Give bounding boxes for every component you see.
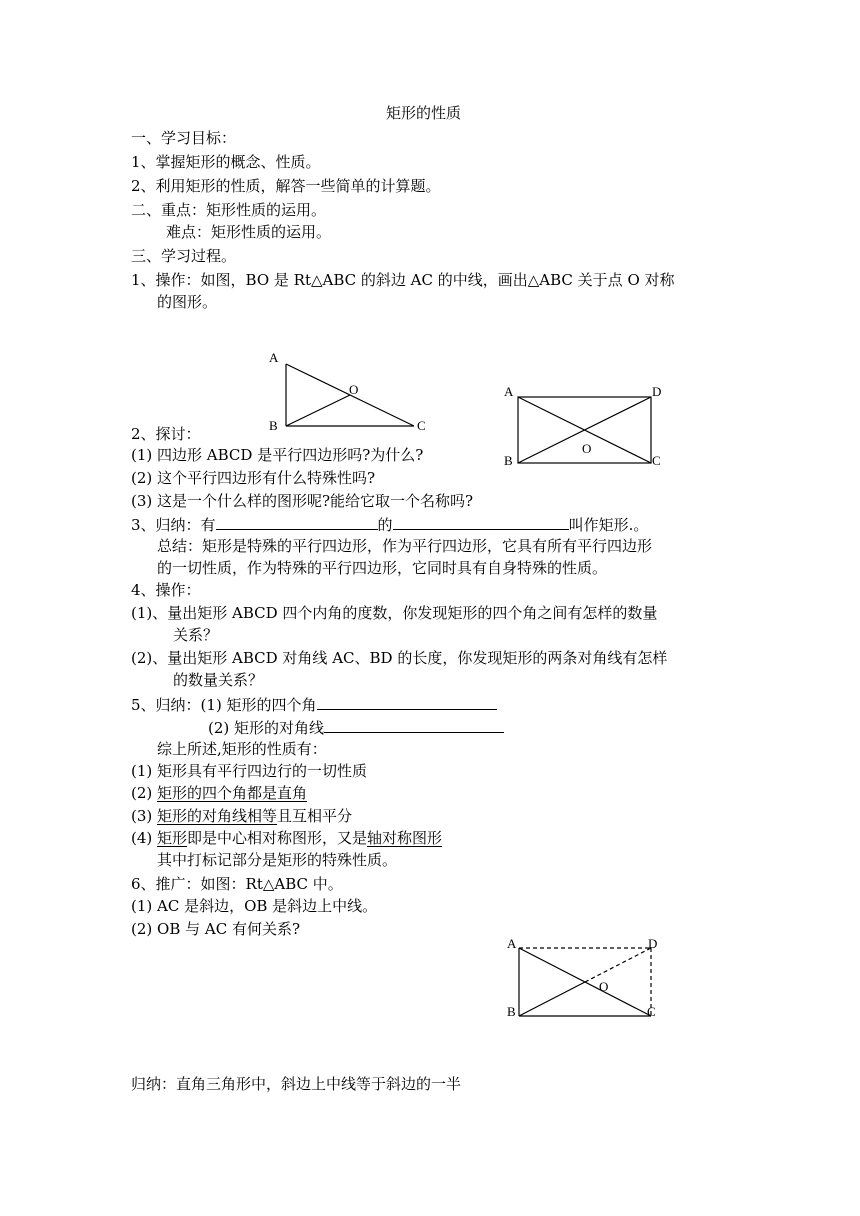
property-3-underlined: 矩形的对角线相等 [157,807,278,825]
rectangle-2-label-o: O [599,979,609,994]
marked-note: 其中打标记部分是矩形的特殊性质。 [157,851,398,869]
property-2-underlined: 矩形的四个角都是直角 [157,784,308,802]
induction-3-suffix: 叫作矩形.。 [568,516,649,534]
property-2-prefix: (2) [131,784,158,802]
triangle-median-bo [286,395,350,426]
discussion-q2: (2) 这个平行四边形有什么特殊性吗? [131,469,376,487]
operation-4-1-line-1: (1)、量出矩形 ABCD 四个内角的度数，你发现矩形的四个角之间有怎样的数量 [131,604,658,622]
rectangle-2-dashed-od [585,948,651,982]
figure-rectangle-2 [519,948,651,1016]
property-3-prefix: (3) [131,807,158,825]
generalization-heading: 6、推广：如图：Rt△ABC 中。 [131,875,343,893]
property-4-middle: 即是中心相对称图形，又是 [187,829,368,847]
goal-1: 1、掌握矩形的概念、性质。 [131,153,321,171]
rectangle-2-label-a: A [507,936,517,951]
property-1: (1) 矩形具有平行四边行的一切性质 [131,762,368,780]
rectangle-1-label-b: B [504,453,513,468]
property-4-prefix: (4) [131,829,158,847]
section-key-points: 二、重点：矩形性质的运用。 [131,201,327,219]
discussion-heading: 2、探讨： [131,425,201,443]
sum-up-line: 综上所述,矩形的性质有： [157,740,327,758]
triangle-label-b: B [269,418,278,433]
section-process-heading: 三、学习过程。 [131,247,237,265]
generalization-2: (2) OB 与 AC 有何关系? [131,920,300,938]
generalization-1: (1) AC 是斜边，OB 是斜边上中线。 [131,897,378,915]
rectangle-2-label-d: D [648,936,658,951]
rectangle-1-label-o: O [582,441,592,456]
discussion-q1: (1) 四边形 ABCD 是平行四边形吗?为什么? [131,446,424,464]
page-title: 矩形的性质 [386,104,462,122]
rectangle-1-label-a: A [504,384,514,399]
property-3-suffix: 且互相平分 [277,807,353,825]
operation-4-2-line-1: (2)、量出矩形 ABCD 对角线 AC、BD 的长度，你发现矩形的两条对角线有怎样 [131,649,668,667]
property-4-underlined-2: 轴对称图形 [367,829,443,847]
induction-5-1-label: 5、归纳：(1) 矩形的四个角 [131,696,317,714]
goal-2: 2、利用矩形的性质，解答一些简单的计算题。 [131,177,441,195]
summary-line-1: 总结：矩形是特殊的平行四边形，作为平行四边形，它具有所有平行四边形 [157,537,653,555]
operation-1-line-2: 的图形。 [157,293,218,311]
triangle-label-c: C [417,418,426,433]
rectangle-1-label-c: C [652,453,661,468]
summary-line-2: 的一切性质，作为特殊的平行四边形，它同时具有自身特殊的性质。 [157,559,608,577]
operation-4-heading: 4、操作： [131,581,201,599]
rectangle-2-label-b: B [507,1004,516,1019]
conclusion-line: 归纳：直角三角形中，斜边上中线等于斜边的一半 [131,1075,462,1093]
rectangle-2-median-bo [519,982,585,1016]
property-4-underlined-1: 矩形 [157,829,188,847]
triangle-label-a: A [269,350,279,365]
operation-4-2-line-2: 的数量关系？ [173,671,264,689]
rectangle-1-label-d: D [652,384,662,399]
difficulty-line: 难点：矩形性质的运用。 [166,223,332,241]
operation-4-1-line-2: 关系？ [173,626,219,644]
operation-1-line-1: 1、操作：如图，BO 是 Rt△ABC 的斜边 AC 的中线，画出△ABC 关于点 O 对称 [131,271,675,289]
section-goals-heading: 一、学习目标： [131,129,237,147]
triangle-label-o: O [349,382,359,397]
induction-5-2-label: (2) 矩形的对角线 [208,719,325,737]
induction-3-prefix: 3、归纳：有 [131,516,216,534]
rectangle-2-label-c: C [647,1004,656,1019]
discussion-q3: (3) 这是一个什么样的图形呢?能给它取一个名称吗? [131,492,474,510]
induction-3-middle: 的 [377,516,393,534]
